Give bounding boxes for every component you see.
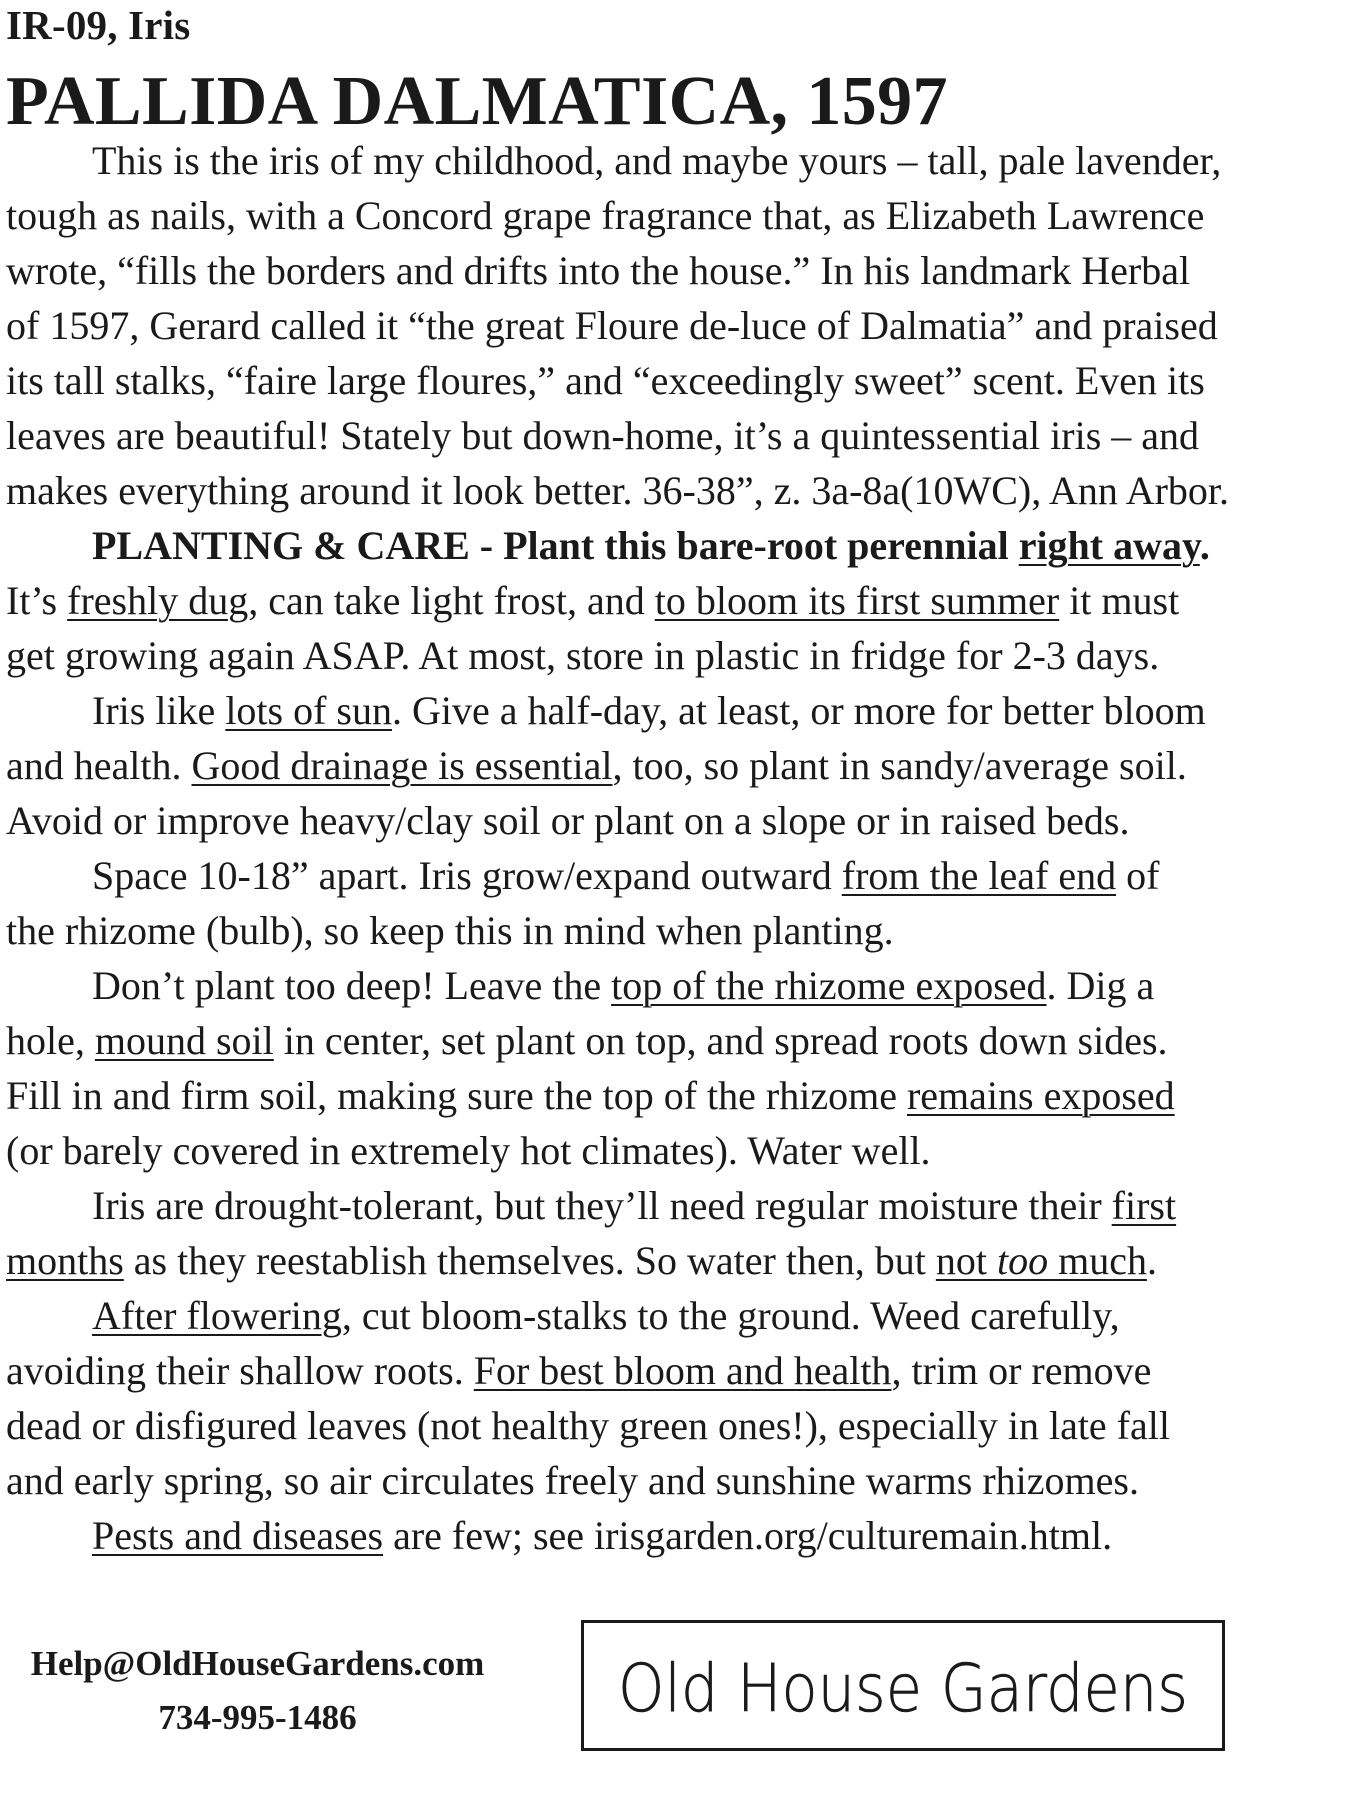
underlined-phrase: Good drainage is essential (191, 743, 613, 788)
planting-heading-period: . (1199, 523, 1210, 568)
intro-line: its tall stalks, “faire large floures,” and “exceedingly sweet” scent. Even its (6, 358, 1205, 403)
contact-block (0, 1637, 515, 1745)
text-run: . (1146, 1238, 1157, 1283)
underlined-phrase: lots of sun (225, 688, 392, 733)
brand-logo (584, 1623, 1222, 1748)
text-run: in center, set plant on top, and spread roots down sides. (273, 1018, 1168, 1063)
underlined-phrase: freshly dug (67, 578, 249, 623)
planting-heading-emphasis: right away (1018, 523, 1200, 568)
after-flowering-line (6, 1343, 1316, 1398)
underlined-phrase: remains exposed (906, 1073, 1175, 1118)
text-run: are few; see irisgarden.org/culturemain.html. (383, 1513, 1113, 1558)
contact-phone[interactable]: 734-995-1486 (158, 1698, 357, 1737)
depth-line (6, 1068, 1316, 1123)
text-run: Iris are drought-tolerant, but they’ll need regular moisture their (92, 1183, 1112, 1228)
planting-line (6, 573, 1316, 628)
text-run: , trim or remove (891, 1348, 1152, 1393)
planting-heading (6, 518, 1316, 573)
depth-line: (or barely covered in extremely hot climates). Water well. (6, 1128, 931, 1173)
underlined-phrase: first (1111, 1183, 1177, 1228)
underlined-phrase: to bloom its first summer (654, 578, 1060, 623)
water-line (6, 1178, 1316, 1233)
after-flowering-line: dead or disfigured leaves (not healthy green ones!), especially in late fall (6, 1403, 1170, 1448)
sun-line: Avoid or improve heavy/clay soil or plant on a slope or in raised beds. (6, 798, 1130, 843)
underlined-phrase: much (1048, 1238, 1147, 1283)
text-run: It’s (6, 578, 68, 623)
underlined-phrase: months (6, 1238, 124, 1283)
sun-line (6, 683, 1316, 738)
text-run: Iris like (92, 688, 226, 733)
text-run: Space 10-18” apart. Iris grow/expand outward (92, 853, 842, 898)
intro-line: This is the iris of my childhood, and maybe yours – tall, pale lavender, (92, 138, 1222, 183)
water-line (6, 1233, 1316, 1288)
depth-line (6, 1013, 1316, 1068)
contact-email[interactable]: Help@OldHouseGardens.com (30, 1644, 485, 1683)
brand-logo-box (581, 1620, 1225, 1751)
text-run: avoiding their shallow roots. (6, 1348, 474, 1393)
page-title: PALLIDA DALMATICA, 1597 (6, 63, 948, 140)
underlined-phrase: top of the rhizome exposed (611, 963, 1047, 1008)
text-run: , can take light frost, and (248, 578, 655, 623)
intro-line: wrote, “fills the borders and drifts into the house.” In his landmark Herbal (6, 248, 1191, 293)
intro-line: makes everything around it look better. 36-38”, z. 3a-8a(10WC), Ann Arbor. (6, 468, 1230, 513)
text-run: , too, so plant in sandy/average soil. (612, 743, 1187, 788)
text-run: hole, (6, 1018, 95, 1063)
spacing-line (6, 848, 1316, 903)
underlined-phrase: For best bloom and health (473, 1348, 892, 1393)
brand-logo-text: Old House Gardens (618, 1650, 1188, 1727)
depth-line (6, 958, 1316, 1013)
intro-line: tough as nails, with a Concord grape fragrance that, as Elizabeth Lawrence (6, 193, 1205, 238)
text-run: . Give a half-day, at least, or more for better bloom (392, 688, 1206, 733)
text-run: and health. (6, 743, 192, 788)
planting-line: get growing again ASAP. At most, store in plastic in fridge for 2-3 days. (6, 633, 1160, 678)
text-run: . Dig a (1046, 963, 1155, 1008)
description-body (6, 133, 1316, 1563)
underlined-phrase: After flowering (92, 1293, 342, 1338)
planting-heading-text: PLANTING & CARE - Plant this bare-root perennial (92, 523, 1019, 568)
spacing-line: the rhizome (bulb), so keep this in mind when planting. (6, 908, 894, 953)
text-run: as they reestablish themselves. So water then, but (123, 1238, 936, 1283)
underlined-phrase: from the leaf end (841, 853, 1117, 898)
underlined-phrase: Pests and diseases (92, 1513, 384, 1558)
intro-line: of 1597, Gerard called it “the great Floure de-luce of Dalmatia” and praised (6, 303, 1218, 348)
intro-line: leaves are beautiful! Stately but down-home, it’s a quintessential iris – and (6, 413, 1200, 458)
text-run: Fill in and firm soil, making sure the top of the rhizome (6, 1073, 907, 1118)
italic-emphasis: too (996, 1238, 1049, 1283)
text-run: Don’t plant too deep! Leave the (92, 963, 612, 1008)
pests-line (6, 1508, 1316, 1563)
text-run: of (1116, 853, 1160, 898)
product-code: IR-09, Iris (6, 2, 191, 48)
after-flowering-line: and early spring, so air circulates freely and sunshine warms rhizomes. (6, 1458, 1139, 1503)
underlined-phrase: mound soil (94, 1018, 274, 1063)
text-run: it must (1059, 578, 1180, 623)
underlined-phrase: not (935, 1238, 997, 1283)
sun-line (6, 738, 1316, 793)
after-flowering-line (6, 1288, 1316, 1343)
text-run: , cut bloom-stalks to the ground. Weed carefully, (341, 1293, 1120, 1338)
